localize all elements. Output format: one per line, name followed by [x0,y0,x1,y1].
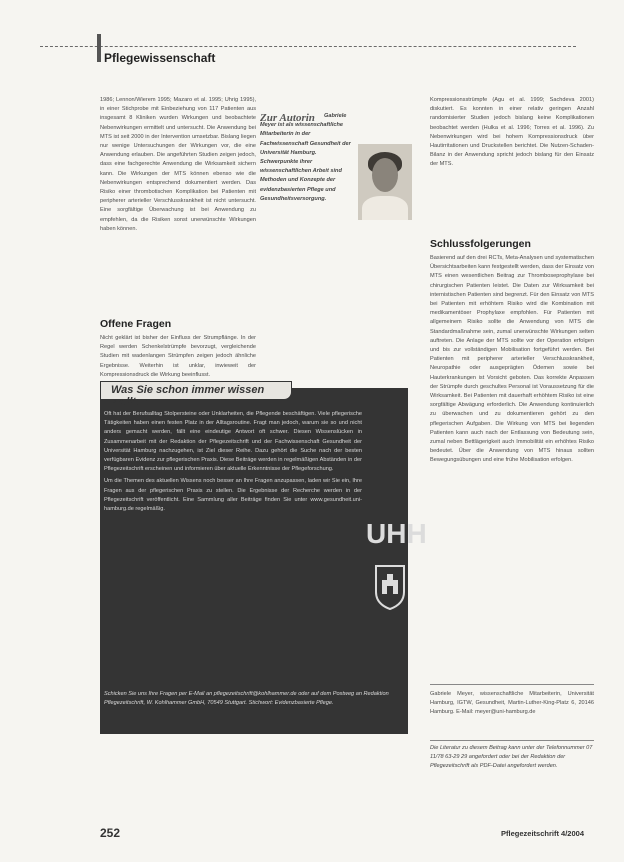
uhh-logo-text: UHH [366,518,427,549]
paragraph: Gabriele Meyer, wissenschaftliche Mitarbeiterin, Universität Hamburg, IGTW, Gesundheit, Martin-Luther-King-Platz 6, 20146 Hamburg. E-Mail: meyer@uni-hamburg.de [430,691,594,716]
info-box-text [104,410,362,517]
author-bio: Gabriele Meyer ist als wissenschaftliche Mitarbeiterin in der Fachwissenschaft Gesundheit der Universität Hamburg. Schwerpunkte ihrer wissenschaftlichen Arbeit sind Methoden und Konzepte der evidenzbasierten Pflege und Gesundheitsversorgung. [260,113,351,202]
column-3-body-text [430,254,594,678]
header-rule [40,46,576,47]
literature-note: Die Literatur zu diesem Beitrag kann unter der Telefonnummer 07 11/78 63-29 29 angefordert oder bei der Redaktion der Pflegezeitschrift als PDF-Datei angefordert werden. [430,745,593,770]
literature-separator [430,740,594,741]
paragraph: Oft hat der Berufsalltag Stolpersteine oder Unklarheiten, die Pflegende beschäftigen. Viele pflegerische Tätigkeiten haben einen festen Platz in der Alltagsroutine. Fragt man jedoch, warum sie so und nicht anders gemacht werden, fällt eine eindeutige Antwort oft schwer. Diesen Wissenslücken in Zusammenarbeit mit der Redaktion der Pflegezeitschrift und der Fachwissenschaft Gesundheit der Universität Hamburg nachzugehen, ist Ziel dieser Reihe. Dazu gehört die Suche nach der besten verfügbaren Evidenz zur pflegerischen Praxis. Diese Beiträge werden in regelmäßigen Abständen in der Pflegezeitschrift erscheinen und informieren über aktuelle Erkenntnisse der Pflegeforschung. [104,411,362,473]
info-box-footer: Schicken Sie uns Ihre Fragen per E-Mail an pflegezeitschrift@kohlhammer.de oder auf dem Postweg an Redaktion Pflegezeitschrift, W. Kohlhammer GmbH, 70549 Stuttgart. Stichwort: Evidenzbasierte Pflege. [104,691,389,707]
info-box-title: Was Sie schon immer wissen wollten ... [111,384,265,408]
paragraph: Nicht geklärt ist bisher der Einfluss der Strumpflänge. In der Regel werden Schenkelstrümpfe bevorzugt, vergleichende Studien mit wadenlangen Strümpfen zeigen jedoch ähnliche Ergebnisse. Weiterhin ist unklar, inwieweit der Kompressionsdruck die Wirkung beeinflusst. [100,335,256,378]
note-separator [430,684,594,685]
paragraph: 1986; Lennon/Wierem 1995; Mazaro et al. 1995; Uhrig 1995), in einer Stichprobe mit Einbeziehung von 117 Patienten aus insgesamt 8 Kliniken wurden Wirkungen und beobachtete Nebenwirkungen ermittelt und untersucht. Die Anwendung bei MTS ist seit 2000 in der Intervention umsetzbar. Bislang liegen nur wenige Untersuchungen der Wirkungen vor, die eine Anwendung erlauben. Die angeführten Studien zeigen jedoch, dass eine fachgerechte Anwendung die Wirksamkeit sichern kann. Die Wirkungen der MTS können ebenso wie die Nebenwirkungen entsprechend dokumentiert werden. Das Risiko einer thrombotischen Komplikation bei Patienten mit peripherer arterieller Verschlusskrankheit ist nicht untersucht. Eine sorgfältige Überwachung ist bei Anwendung zu empfehlen, da die Risiken sonst unerwünschte Wirkungen haben können. [100,97,256,232]
page-number: 252 [100,826,121,840]
section-title: Pflegewissenschaft [104,51,216,65]
author-heading: Zur Autorin [260,112,315,124]
heading-offene-fragen: Offene Fragen [100,318,172,330]
info-box-tab [100,381,292,408]
column-1-bottom-text [100,334,256,380]
author-photo [358,144,412,220]
author-address [430,690,594,734]
hamburg-seal-icon [372,564,408,610]
paragraph: Basierend auf den drei RCTs, Meta-Analysen und systematischen Übersichtsarbeiten kann festgestellt werden, dass der Einsatz von MTS einen wesentlichen Beitrag zur Thromboseprophylaxe bei chirurgischen Patienten leistet. Die Daten zur Wirksamkeit bei internistischen Patienten sind begrenzt. Für den Einsatz von MTS bei Patienten mit erhöhtem Risiko wird die Kombination mit medikamentöser Prophylaxe empfohlen. Für Patienten mit allgemeinem Risiko sollte die Anwendung von MTS die Standardmaßnahme sein, zumal unerwünschte Wirkungen selten auftreten. Die Anlage der MTS sollte vor der Operation erfolgen und bis zur vollständigen Mobilisation fortgeführt werden. Bei Patienten mit peripherer arterieller Verschlusskrankheit, Neuropathie oder ausgeprägten Ödemen sowie bei Hauterkrankungen ist Vorsicht geboten. Das korrekte Anpassen der Strümpfe durch geschultes Personal ist Voraussetzung für die Wirksamkeit. Bei Patienten mit dauerhaft erhöhtem Risiko ist eine sorgfältige Abwägung erforderlich. Die Anwendung kontinuierlich zu überwachen und zu dokumentieren gehört zu den pflegerischen Aufgaben. Die Wirkung von MTS bei liegenden Patienten kann auch nach der Entlassung von Bedeutung sein, zumal neben Bettlägerigkeit auch Immobilität ein erhöhtes Risiko bedeutet. Über die Anwendung von MTS hinaus sollten Bewegungsübungen und eine frühe Mobilisation erfolgen. [430,255,594,464]
paragraph: Um die Themen des aktuellen Wissens noch besser an Ihre Fragen anzupassen, laden wir Sie ein, Ihre Fragen aus der pflegerischen Praxis zu stellen. Die Ergebnisse der Recherche werden in der Pflegezeitschrift veröffentlicht. Eine Sammlung aller Beiträge finden Sie unter www.gesundheit.uni-hamburg.de regelmäßig. [104,478,362,513]
column-1-top-text [100,96,256,308]
journal-issue: Pflegezeitschrift 4/2004 [501,829,584,838]
header-accent-bar [97,34,101,62]
heading-schlussfolgerungen: Schlussfolgerungen [430,238,531,250]
column-3-top-text [430,96,594,206]
paragraph: Kompressionsstrümpfe (Agu et al. 1999; Sachdeva 2001) diskutiert. Es konnten in einer relativ geringen Anzahl randomisierter Studien jedoch bislang keine Komplikationen beobachtet werden (Hulka et al. 1996; Torres et al. 1996). Zu Nebenwirkungen wird bei hohem Kompressionsdruck über Hautirritationen und Druckstellen berichtet. Die Nutzen-Schaden-Bilanz in der Anwendung spricht jedoch bislang für den Einsatz der MTS. [430,97,594,168]
